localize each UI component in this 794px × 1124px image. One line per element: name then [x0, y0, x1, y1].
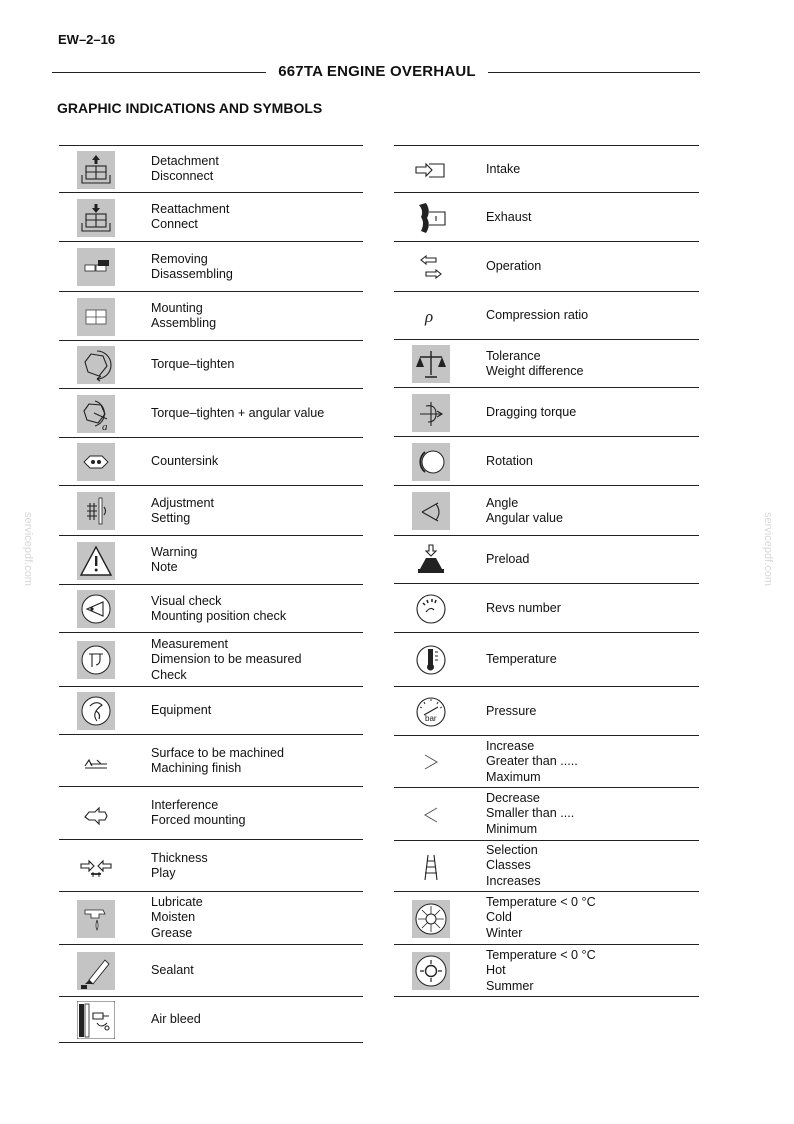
- symbol-label-line: Increases: [486, 873, 541, 888]
- exhaust-icon: [412, 199, 450, 237]
- temperature-icon: [412, 641, 450, 679]
- symbol-label-line: Pressure: [486, 704, 537, 718]
- mounting-icon: [77, 298, 115, 336]
- symbol-row: [59, 145, 363, 193]
- symbol-label-line: Temperature < 0 °C: [486, 895, 596, 909]
- symbol-label-line: Visual check: [151, 594, 222, 608]
- symbol-label-line: Compression ratio: [486, 308, 589, 322]
- symbol-label: [151, 154, 219, 185]
- visual-check-icon: [77, 590, 115, 628]
- symbol-label: [151, 963, 194, 978]
- removing-icon: [77, 248, 115, 286]
- svg-text:a: a: [102, 421, 108, 433]
- symbol-label: [151, 798, 246, 829]
- adjustment-icon: [77, 492, 115, 530]
- symbol-label: [151, 594, 286, 625]
- pressure-icon: [412, 693, 450, 731]
- symbol-row: [59, 734, 363, 787]
- symbol-row: [59, 686, 363, 735]
- symbol-label-line: Minimum: [486, 821, 538, 836]
- symbol-label-line: Selection: [486, 843, 538, 857]
- symbol-row: [59, 388, 363, 438]
- countersink-icon: [77, 443, 115, 481]
- preload-icon: [412, 541, 450, 579]
- symbol-row: [394, 485, 699, 536]
- thickness-icon: [77, 847, 115, 885]
- watermark-left: servicepdf.com: [22, 512, 34, 586]
- symbol-row: [59, 632, 363, 687]
- table-bottom-rule: [394, 996, 699, 997]
- symbol-row: [59, 786, 363, 840]
- symbol-label-line: Cold: [486, 910, 512, 925]
- symbol-row: [394, 632, 699, 687]
- header-bar: [52, 62, 700, 82]
- revs-number-icon: [412, 590, 450, 628]
- reattachment-icon: [77, 199, 115, 237]
- symbol-label-line: Angular value: [486, 511, 564, 526]
- symbol-label-line: Winter: [486, 925, 523, 940]
- torque-tighten-icon: [77, 346, 115, 384]
- symbol-label-line: Hot: [486, 963, 506, 978]
- symbol-label-line: Increase: [486, 739, 535, 753]
- symbol-label-line: Summer: [486, 978, 534, 993]
- symbol-label-line: Smaller than ....: [486, 806, 575, 821]
- dragging-torque-icon: [412, 394, 450, 432]
- symbol-row: [394, 840, 699, 892]
- symbol-label-line: Exhaust: [486, 210, 532, 224]
- svg-text:ρ: ρ: [425, 307, 434, 326]
- symbol-label: [486, 791, 574, 837]
- header-rule-right: [488, 72, 700, 73]
- header-title: 667TA ENGINE OVERHAUL: [278, 63, 476, 80]
- page-code: EW–2–16: [58, 32, 116, 47]
- symbol-label-line: Torque–tighten: [151, 357, 235, 371]
- symbol-label-line: Removing: [151, 252, 208, 266]
- symbol-label-line: Temperature < 0 °C: [486, 948, 596, 962]
- symbol-label: [151, 496, 214, 527]
- symbol-label-line: Forced mounting: [151, 813, 246, 828]
- air-bleed-icon: [77, 1001, 115, 1039]
- symbol-row: [59, 535, 363, 585]
- symbol-label: [151, 357, 234, 372]
- symbol-row: [59, 437, 363, 486]
- symbol-row: [394, 686, 699, 736]
- symbol-row: [59, 485, 363, 536]
- symbol-label-line: Countersink: [151, 454, 219, 468]
- symbol-label-line: Preload: [486, 552, 530, 566]
- symbol-label-line: Maximum: [486, 769, 541, 784]
- detachment-icon: [77, 151, 115, 189]
- intake-icon: [412, 151, 450, 189]
- symbol-label: [486, 552, 529, 567]
- symbol-label: [486, 739, 578, 785]
- symbol-row: [394, 787, 699, 841]
- symbol-label: [151, 202, 229, 233]
- torque-angular-icon: [77, 395, 115, 433]
- header-rule-left: [52, 72, 266, 73]
- symbol-row: [394, 535, 699, 584]
- sealant-icon: [77, 952, 115, 990]
- symbol-label: [486, 652, 557, 667]
- symbol-row: [394, 735, 699, 788]
- selection-icon: [412, 848, 450, 886]
- symbol-row: [394, 145, 699, 193]
- symbol-row: [394, 891, 699, 945]
- symbol-row: [59, 291, 363, 341]
- symbol-label: [486, 948, 596, 994]
- symbol-label: [486, 454, 533, 469]
- symbol-label-line: Machining finish: [151, 761, 242, 776]
- symbol-label-line: Measurement: [151, 637, 228, 651]
- symbol-label-line: Interference: [151, 798, 219, 812]
- measurement-icon: [77, 641, 115, 679]
- symbol-row: [394, 583, 699, 633]
- symbol-label-line: Note: [151, 560, 178, 575]
- symbol-label: [486, 601, 561, 616]
- symbol-label: [486, 704, 536, 719]
- symbol-label: [486, 895, 596, 941]
- warning-icon: [77, 542, 115, 580]
- symbol-label-line: Reattachment: [151, 202, 230, 216]
- symbol-label-line: Setting: [151, 511, 191, 526]
- symbol-label: [486, 405, 576, 420]
- symbol-label-line: Intake: [486, 162, 521, 176]
- symbol-row: [59, 241, 363, 292]
- symbol-label: [151, 454, 218, 469]
- symbol-label: [486, 843, 541, 889]
- compression-ratio-icon: [412, 297, 450, 335]
- cold-icon: [412, 900, 450, 938]
- interference-icon: [77, 795, 115, 833]
- lubricate-icon: [77, 900, 115, 938]
- symbol-label: [151, 703, 211, 718]
- symbol-row: [394, 291, 699, 340]
- operation-icon: [412, 248, 450, 286]
- symbol-label-line: Temperature: [486, 652, 557, 666]
- symbol-label: [151, 252, 233, 283]
- symbol-label-line: Equipment: [151, 703, 212, 717]
- symbol-label-line: Disconnect: [151, 169, 214, 184]
- symbol-label-line: Detachment: [151, 154, 219, 168]
- symbol-label: [486, 210, 532, 225]
- symbol-row: [394, 436, 699, 486]
- symbol-label-line: Connect: [151, 217, 198, 232]
- symbol-label-line: Classes: [486, 858, 531, 873]
- symbol-row: [59, 891, 363, 945]
- symbol-row: [59, 340, 363, 389]
- symbol-label-line: Mounting: [151, 301, 203, 315]
- symbol-label-line: Torque–tighten + angular value: [151, 406, 325, 420]
- symbol-label-line: Tolerance: [486, 349, 541, 363]
- rotation-icon: [412, 443, 450, 481]
- symbol-label-line: Lubricate: [151, 895, 203, 909]
- hot-icon: [412, 952, 450, 990]
- decrease-icon: [412, 796, 450, 834]
- symbol-label-line: Moisten: [151, 910, 196, 925]
- symbol-label-line: Dimension to be measured: [151, 652, 302, 667]
- symbol-label-line: Weight difference: [486, 364, 584, 379]
- symbol-label-line: Assembling: [151, 316, 217, 331]
- symbol-label-line: Dragging torque: [486, 405, 577, 419]
- table-bottom-rule: [59, 1042, 363, 1043]
- symbol-label-line: Decrease: [486, 791, 540, 805]
- symbol-row: [394, 387, 699, 437]
- watermark-right: servicepdf.com: [762, 512, 774, 586]
- symbol-row: [59, 996, 363, 1043]
- symbol-label: [486, 496, 563, 527]
- symbol-label: [151, 851, 208, 882]
- symbol-label-line: Rotation: [486, 454, 533, 468]
- section-title: GRAPHIC INDICATIONS AND SYMBOLS: [57, 100, 323, 116]
- symbol-row: [394, 192, 699, 242]
- symbol-label: [151, 406, 324, 421]
- symbol-row: [59, 192, 363, 242]
- symbol-label-line: Thickness: [151, 851, 208, 865]
- symbol-label-line: Greater than .....: [486, 754, 578, 769]
- equipment-icon: [77, 692, 115, 730]
- symbol-row: [394, 944, 699, 997]
- symbol-row: [394, 241, 699, 292]
- symbol-label-line: Check: [151, 667, 187, 682]
- symbol-label-line: Revs number: [486, 601, 561, 615]
- symbol-label: [151, 1012, 201, 1027]
- angle-icon: [412, 492, 450, 530]
- pressure-unit-label: bar: [425, 714, 437, 723]
- symbol-label: [151, 637, 302, 683]
- symbol-label-line: Air bleed: [151, 1012, 201, 1026]
- surface-machined-icon: [77, 742, 115, 780]
- symbol-label-line: Disassembling: [151, 267, 233, 282]
- symbol-label: [151, 545, 197, 576]
- symbol-row: [59, 839, 363, 892]
- symbol-label-line: Surface to be machined: [151, 746, 285, 760]
- symbol-label-line: Operation: [486, 259, 542, 273]
- symbol-row: [394, 339, 699, 388]
- symbol-label: [151, 895, 203, 941]
- symbol-label-line: Angle: [486, 496, 519, 510]
- symbol-row: [59, 944, 363, 997]
- symbol-label: [486, 259, 541, 274]
- symbol-label-line: Mounting position check: [151, 609, 287, 624]
- symbol-row: [59, 584, 363, 633]
- symbol-label: [486, 162, 520, 177]
- symbol-label: [151, 301, 216, 332]
- symbol-label-line: Adjustment: [151, 496, 214, 510]
- symbol-label: [486, 308, 588, 323]
- symbol-label-line: Warning: [151, 545, 198, 559]
- symbol-label: [486, 349, 584, 380]
- symbol-label-line: Play: [151, 866, 176, 881]
- tolerance-icon: [412, 345, 450, 383]
- symbol-label-line: Grease: [151, 925, 193, 940]
- symbol-label-line: Sealant: [151, 963, 194, 977]
- increase-icon: [412, 743, 450, 781]
- symbol-label: [151, 746, 284, 777]
